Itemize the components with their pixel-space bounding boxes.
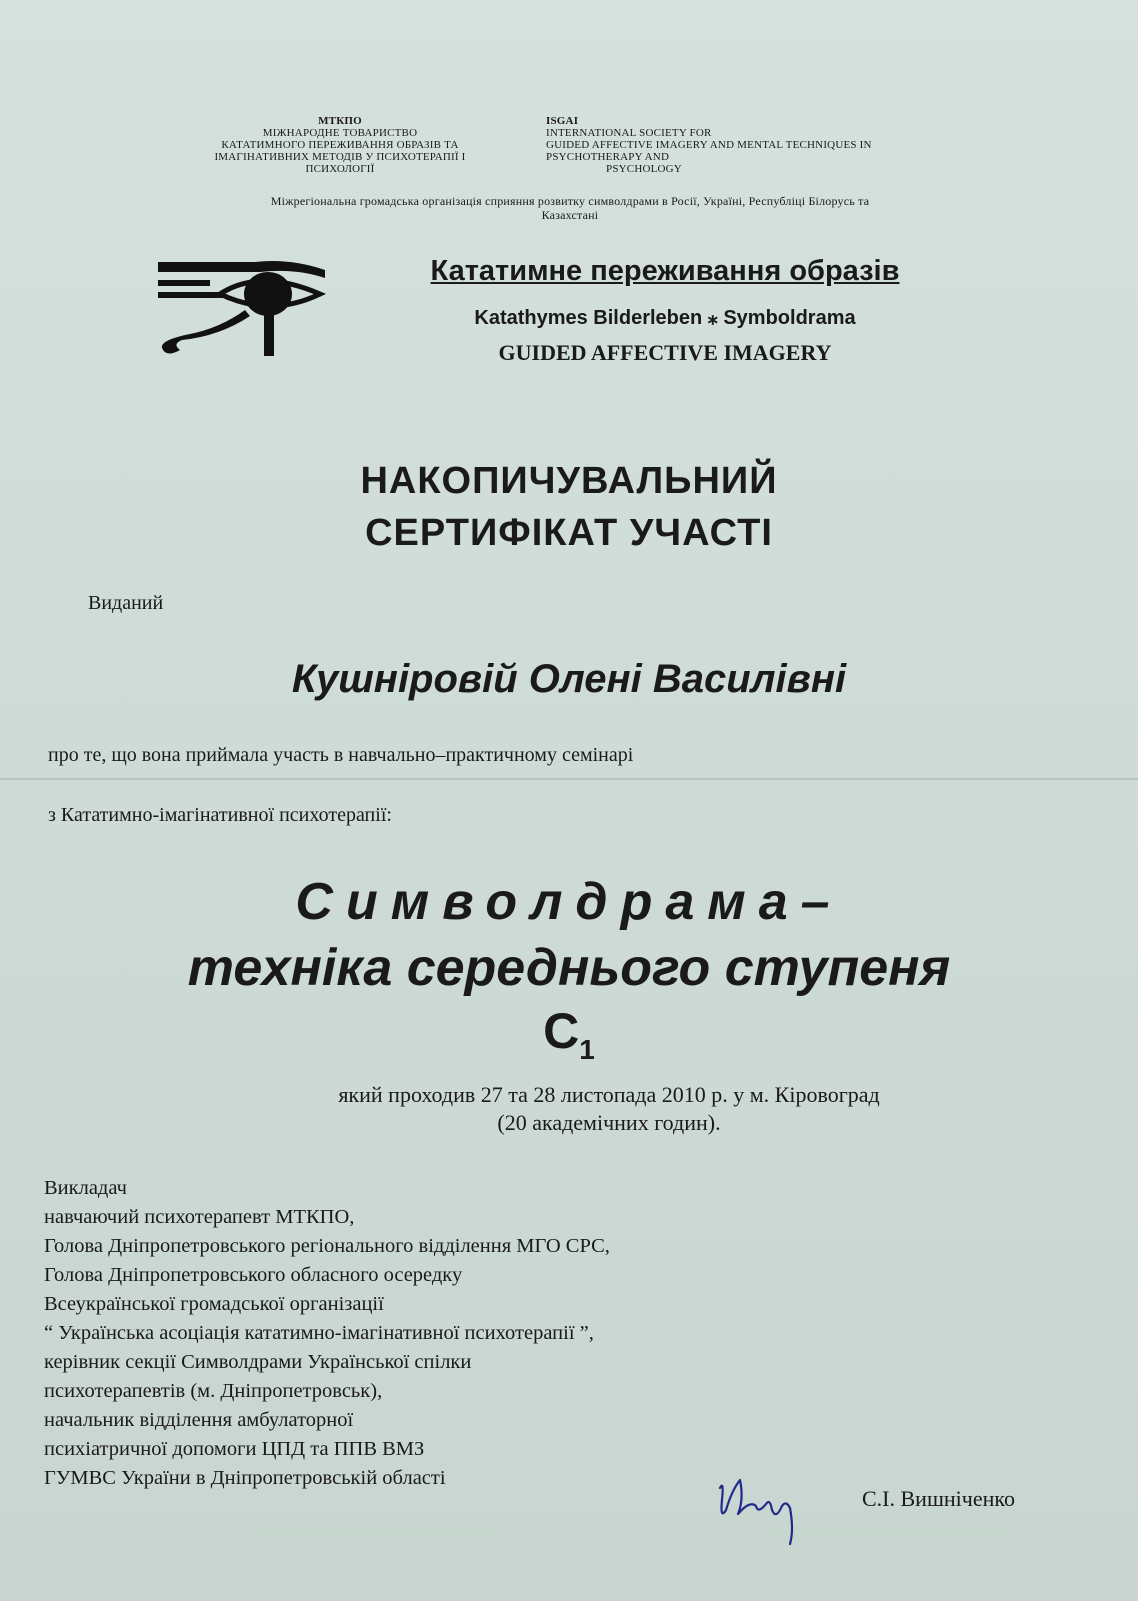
issued-label: Виданий <box>88 592 164 614</box>
isgai-line: INTERNATIONAL SOCIETY FOR <box>546 127 712 139</box>
participation-text: про те, що вона приймала участь в навчально–практичному семінарі <box>48 744 634 766</box>
brand-title: Кататимне переживання образів <box>430 255 900 287</box>
level-letter: С <box>543 1003 580 1059</box>
brand-subtitle: Katathymes Bilderleben ⁎ Symboldrama <box>474 307 856 329</box>
course-title-line2: техніка середнього ступеня <box>187 939 951 997</box>
mtkpo-line: ІМАГІНАТИВНИХ МЕТОДІВ У ПСИХОТЕРАПІЇ І <box>214 151 466 163</box>
lecturer-line: Викладач <box>44 1177 127 1199</box>
mtkpo-header <box>190 115 490 175</box>
brand-subtitle-english: GUIDED AFFECTIVE IMAGERY <box>498 340 832 365</box>
lecturer-block <box>44 1174 610 1493</box>
seminar-hours: (20 академічних годин). <box>497 1110 721 1135</box>
lecturer-line: Голова Дніпропетровського регіонального відділення МГО СРС, <box>44 1235 610 1257</box>
lecturer-line: Всеукраїнської громадської організації <box>44 1293 384 1315</box>
eye-of-horus-icon <box>150 248 340 368</box>
lecturer-line: начальник відділення амбулаторної <box>44 1409 354 1431</box>
level-subscript: 1 <box>579 1034 595 1065</box>
mtkpo-line: КАТАТИМНОГО ПЕРЕЖИВАННЯ ОБРАЗІВ ТА <box>221 139 459 151</box>
course-title-line1: Символдрама– <box>295 873 843 931</box>
mtkpo-abbr: МТКПО <box>318 115 362 127</box>
recipient-name: Кушніровій Олені Василівні <box>291 657 847 701</box>
org-line: Міжрегіональна громадська організація сприяння розвитку символдрами в Росії, Україні, Республіці Білорусь та <box>270 194 870 208</box>
lecturer-line: психіатричної допомоги ЦПД та ППВ ВМЗ <box>44 1438 425 1460</box>
signatory-name: С.І. Вишніченко <box>862 1486 1015 1511</box>
organization-description <box>140 194 1000 222</box>
paper-fold-line <box>0 778 1138 780</box>
lecturer-line: ГУМВС України в Дніпропетровській області <box>44 1467 446 1489</box>
isgai-abbr: ISGAI <box>546 115 579 127</box>
mtkpo-line: МІЖНАРОДНЕ ТОВАРИСТВО <box>262 127 418 139</box>
certificate-title-line2: СЕРТИФІКАТ УЧАСТІ <box>365 512 773 554</box>
lecturer-line: керівник секції Символдрами Української спілки <box>44 1351 472 1373</box>
mtkpo-line: ПСИХОЛОГІЇ <box>305 163 375 175</box>
lecturer-line: психотерапевтів (м. Дніпропетровськ), <box>44 1380 383 1402</box>
isgai-header <box>546 115 966 175</box>
org-line: Казахстані <box>541 208 599 222</box>
handwritten-signature <box>710 1470 820 1550</box>
isgai-line: GUIDED AFFECTIVE IMAGERY AND MENTAL TECHNIQUES IN <box>546 139 872 151</box>
lecturer-line: Голова Дніпропетровського обласного осередку <box>44 1264 463 1286</box>
isgai-line: PSYCHOTHERAPY AND <box>546 151 670 163</box>
course-level <box>0 1002 1138 1066</box>
lecturer-line: “ Українська асоціація кататимно-імагінативної психотерапії ”, <box>44 1322 594 1344</box>
certificate-title-line1: НАКОПИЧУВАЛЬНИЙ <box>360 460 778 502</box>
lecturer-line: навчаючий психотерапевт МТКПО, <box>44 1206 355 1228</box>
seminar-date-place: який проходив 27 та 28 листопада 2010 р. у м. Кіровоград <box>338 1082 880 1107</box>
discipline-text: з Кататимно-імагінативної психотерапії: <box>48 804 392 826</box>
isgai-line: PSYCHOLOGY <box>606 163 682 175</box>
